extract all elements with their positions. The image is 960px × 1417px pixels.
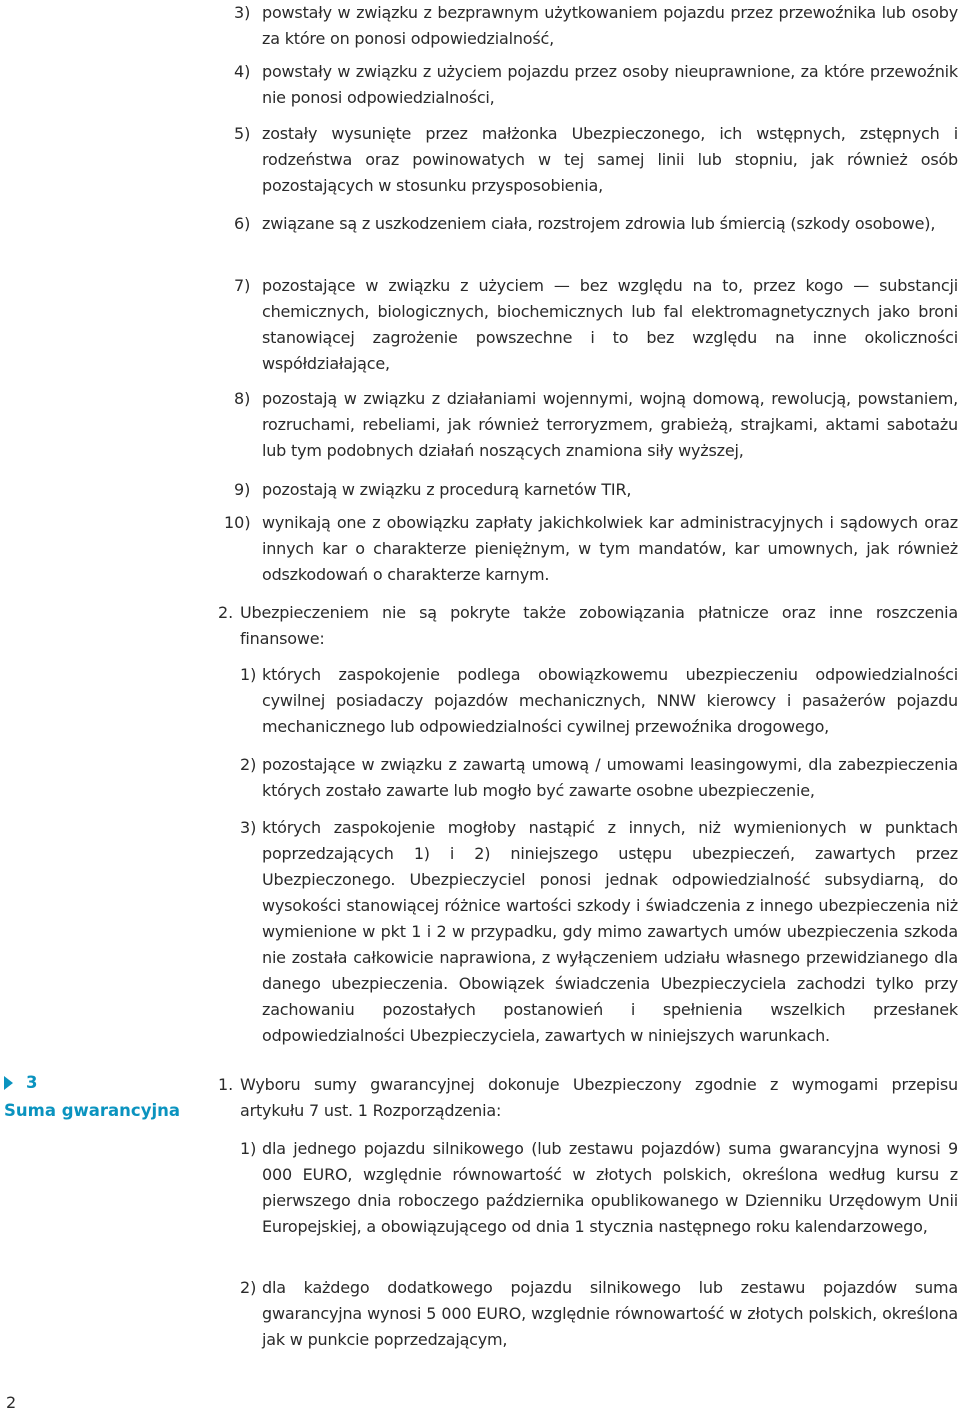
list-item-number: 8) <box>234 389 251 408</box>
list-item-text: powstały w związku z bezprawnym użytkowaniem pojazdu przez przewoźnika lub osoby za które on ponosi odpowiedzialność, <box>262 3 958 48</box>
list-item-number: 5) <box>234 124 251 143</box>
section-number: 3 <box>26 1073 38 1092</box>
list-item-text: wynikają one z obowiązku zapłaty jakichkolwiek kar administracyjnych i sądowych oraz innych kar o charakterze pieniężnym, w tym mandatów, kar umownych, jak również odszkodowań o charakterze karnym. <box>262 513 958 584</box>
numbered-paragraph <box>218 1072 958 1124</box>
list-item-text: powstały w związku z użyciem pojazdu przez osoby nieuprawnione, za które przewoźnik nie ponosi odpowiedzialności, <box>262 62 958 107</box>
list-item-number: 3) <box>234 3 251 22</box>
list-item <box>234 0 958 52</box>
paragraph-text: Ubezpieczeniem nie są pokryte także zobowiązania płatnicze oraz inne roszczenia finansowe: <box>240 603 958 648</box>
list-item <box>240 662 958 740</box>
paragraph-number: 1. <box>218 1075 234 1094</box>
list-item <box>240 815 958 1049</box>
numbered-paragraph <box>218 600 958 652</box>
list-item-number: 6) <box>234 214 251 233</box>
list-item-text: których zaspokojenie podlega obowiązkowemu ubezpieczeniu odpowiedzialności cywilnej posiadaczy pojazdów mechanicznych, NNW kierowcy i pasażerów pojazdu mechanicznego lub odpowiedzialności cywilnej przewoźnika drogowego, <box>262 665 958 736</box>
list-item-text: pozostają w związku z procedurą karnetów TIR, <box>262 480 632 499</box>
list-item-number: 1) <box>240 1139 257 1158</box>
list-item <box>240 1275 958 1353</box>
list-item-number: 4) <box>234 62 251 81</box>
page-number: 2 <box>6 1393 17 1412</box>
list-item-number: 2) <box>240 755 257 774</box>
list-item-text: zostały wysunięte przez małżonka Ubezpieczonego, ich wstępnych, zstępnych i rodzeństwa oraz powinowatych w tej samej linii lub stopniu, jak również osób pozostających w stosunku przysposobienia, <box>262 124 958 195</box>
list-item-number: 3) <box>240 818 257 837</box>
list-item-text: związane są z uszkodzeniem ciała, rozstrojem zdrowia lub śmiercią (szkody osobowe), <box>262 214 936 233</box>
list-item-text: których zaspokojenie mogłoby nastąpić z innych, niż wymienionych w punktach poprzedzających 1) i 2) niniejszego ustępu ubezpieczeń, zawartych przez Ubezpieczonego. Ubezpieczyciel ponosi jednak odpowiedzialność subsydiarną, do wysokości stanowiącej różnice wartości szkody i świadczenia z innego ubezpieczenia niż wymienione w pkt 1 i 2 w przypadku, gdy mimo zawartych umów ubezpieczenia szkoda nie została całkowicie naprawiona, z wyłączeniem udziału własnego przewidzianego dla danego ubezpieczenia. Obowiązek świadczenia Ubezpieczyciela zachodzi tylko przy zachowaniu pozostałych postanowień i spełnienia wszelkich przesłanek odpowiedzialności Ubezpieczyciela, zawartych w niniejszych warunkach. <box>262 818 958 1045</box>
list-item-text: pozostają w związku z działaniami wojennymi, wojną domową, rewolucją, powstaniem, rozruchami, rebeliami, jak również terroryzmem, grabieżą, strajkami, aktami sabotażu lub tym podobnych działań noszących znamiona siły wyższej, <box>262 389 958 460</box>
list-item-number: 2) <box>240 1278 257 1297</box>
list-item-text: dla jednego pojazdu silnikowego (lub zestawu pojazdów) suma gwarancyjna wynosi 9 000 EURO, względnie równowartość w złotych polskich, określona według kursu z pierwszego dnia roboczego października opublikowanego w Dzienniku Urzędowym Unii Europejskiej, a obowiązującego od dnia 1 stycznia następnego roku kalendarzowego, <box>262 1139 958 1236</box>
list-item-number: 9) <box>234 480 251 499</box>
list-item <box>234 211 958 237</box>
list-item-text: pozostające w związku z użyciem — bez względu na to, przez kogo — substancji chemicznych, biologicznych, biochemicznych lub fal elektromagnetycznych jako broni stanowiącej zagrożenie powszechne i to bez względu na inne okoliczności współdziałające, <box>262 276 958 373</box>
paragraph-text: Wyboru sumy gwarancyjnej dokonuje Ubezpieczony zgodnie z wymogami przepisu artykułu 7 ust. 1 Rozporządzenia: <box>240 1075 958 1120</box>
list-item <box>240 1136 958 1240</box>
section-arrow-icon <box>4 1076 13 1090</box>
list-item-text: dla każdego dodatkowego pojazdu silnikowego lub zestawu pojazdów suma gwarancyjna wynosi 5 000 EURO, względnie równowartość w złotych polskich, określona jak w punkcie poprzedzającym, <box>262 1278 958 1349</box>
list-item-number: 1) <box>240 665 257 684</box>
list-item <box>234 121 958 199</box>
list-item-number: 7) <box>234 276 251 295</box>
list-item-text: pozostające w związku z zawartą umową / umowami leasingowymi, dla zabezpieczenia których zostało zawarte lub mogło być zawarte osobne ubezpieczenie, <box>262 755 958 800</box>
list-item <box>234 273 958 377</box>
section-title: Suma gwarancyjna <box>4 1101 180 1120</box>
list-item <box>234 477 958 503</box>
list-item <box>240 752 958 804</box>
list-item <box>234 59 958 111</box>
list-item <box>224 510 958 588</box>
list-item-number: 10) <box>224 513 251 532</box>
list-item <box>234 386 958 464</box>
paragraph-number: 2. <box>218 603 234 622</box>
